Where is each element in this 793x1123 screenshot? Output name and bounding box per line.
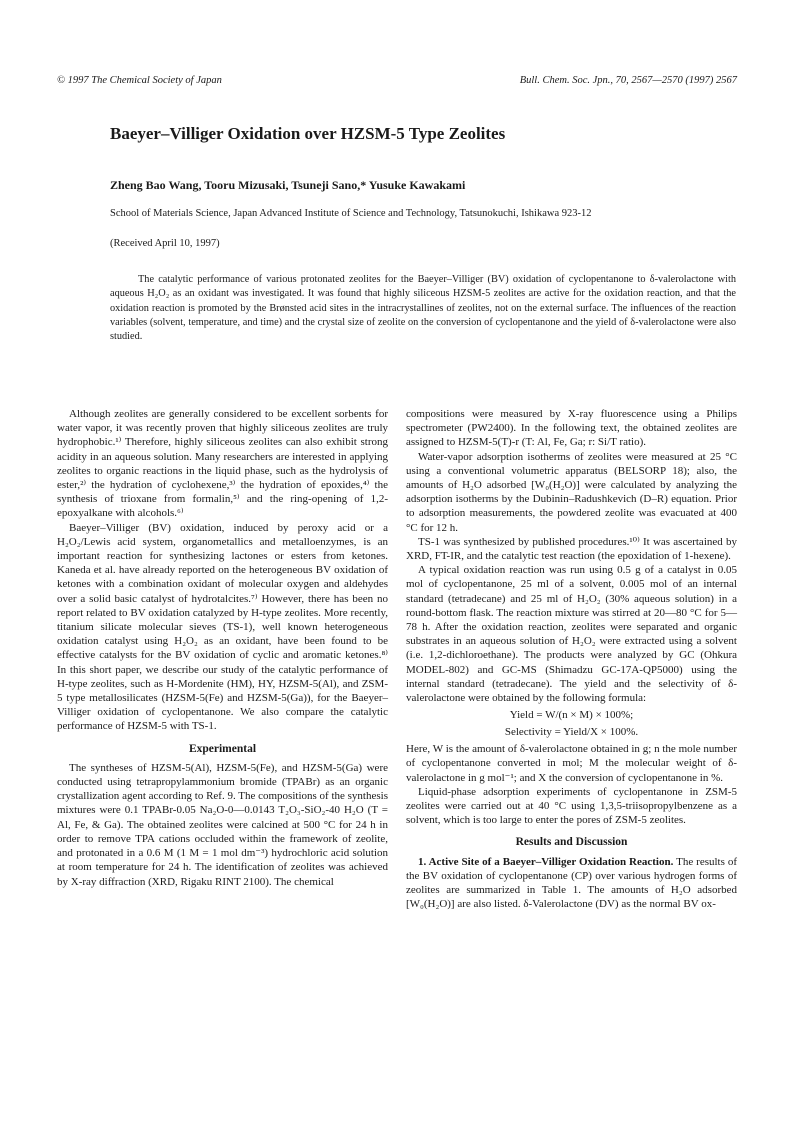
yield-formula: Yield = W/(n × M) × 100%; — [509, 709, 634, 722]
journal-citation: Bull. Chem. Soc. Jpn., 70, 2567—2570 (1997) 2567 — [519, 75, 737, 86]
paper-title: Baeyer–Villiger Oxidation over HZSM-5 Type Zeolites — [110, 124, 506, 143]
copyright-line: © 1997 The Chemical Society of Japan — [57, 75, 222, 86]
experimental-paragraph-6: Liquid-phase adsorption experiments of cyclopentanone in ZSM-5 zeolites were carried out at 40 °C using 1,3,5-triisopropylbenzene as a solvent, which is too large to enter the pores of ZSM-5 zeolites. — [406, 785, 737, 827]
section-heading-experimental: Experimental — [188, 742, 257, 755]
experimental-paragraph-5: A typical oxidation reaction was run using 0.5 g of a catalyst in 0.05 mol of cyclopentanone, 25 ml of a solvent, 0.005 mol of an internal standard (tetradecane) and 25 ml of H₂O₂ (30% aqueous solution) in a round-bottom flask. The reaction mixture was stirred at 20—80 °C for 5—78 h. After the oxidation reaction, zeolites were separated and organic substrates in an aqueous solution of H₂O₂ were extracted using a solvent (i.e. 1,2-dichloroethane). The products were analyzed by GC (Ohkura MODEL-802) and GC-MS (Shimadzu GC-17A-QP5000) using the internal standard (tetradecane). The yield and the selectivity of δ-valerolactone were obtained by the following formula: — [406, 564, 737, 705]
section-heading-results: Results and Discussion — [515, 836, 628, 849]
affiliation: School of Materials Science, Japan Advanced Institute of Science and Technology, Tatsunokuchi, Ishikawa 923-12 — [110, 208, 592, 219]
received-date: (Received April 10, 1997) — [110, 238, 220, 249]
running-header — [57, 75, 737, 89]
left-column — [57, 407, 388, 889]
abstract: The catalytic performance of various protonated zeolites for the Baeyer–Villiger (BV) oxidation of cyclopentanone to δ-valerolactone with aqueous H₂O₂ as an oxidant was investigated. It was found that highly siliceous HZSM-5 zeolites are active for the oxidation reaction, and that the oxidation reaction is promoted by the Brønsted acid sites in the intracrystallines of zeolites, not on the external surface. The influences of the reaction variables (solvent, temperature, and time) and the crystal size of zeolite on the conversion of cyclopentanone and the yield of δ-valerolactone were also studied. — [110, 274, 736, 343]
author-list: Zheng Bao Wang, Tooru Mizusaki, Tsuneji Sano,* Yusuke Kawakami — [110, 178, 466, 192]
right-column — [406, 407, 737, 912]
experimental-paragraph-3: Water-vapor adsorption isotherms of zeolites were measured at 25 °C using a conventional volumetric apparatus (BELSORP 18); also, the amounts of H₂O adsorbed [W₀(H₂O)] were calculated by analyzing the adsorption isotherms by the Dubinin–Radushkevich (D–R) equation. Prior to adsorption measurements, the powdered zeolite was evacuated at 400 °C for 12 h. — [406, 450, 737, 534]
intro-paragraph-1: Although zeolites are generally considered to be excellent sorbents for water vapor, it was recently proven that highly siliceous zeolites are truly hydrophobic.¹⁾ Therefore, highly siliceous zeolites can also exhibit strong acidity in an aqueous solution. Many researchers are interested in applying zeolites to organic reactions in the liquid phase, such as the hydrolysis of ester,²⁾ the hydration of cyclohexene,³⁾ the hydration of epoxides,⁴⁾ the synthesis of trioxane from formalin,⁵⁾ and the ring-opening of 1,2-epoxyalkane with alcohols.⁶⁾ — [57, 408, 388, 520]
selectivity-formula: Selectivity = Yield/X × 100%. — [504, 726, 639, 739]
results-paragraph-1 — [406, 855, 737, 912]
results-paragraph-1-text: The results of the BV oxidation of cyclopentanone (CP) over various hydrogen forms of zeolites are summarized in Table 1. The amounts of H₂O adsorbed [W₀(H₂O)] are also listed. δ-Valerolactone (DV) as the normal BV ox- — [406, 855, 737, 911]
subsection-heading-active-site: 1. Active Site of a Baeyer–Villiger Oxidation Reaction. — [418, 855, 674, 868]
intro-paragraph-2: Baeyer–Villiger (BV) oxidation, induced by peroxy acid or a H₂O₂/Lewis acid system, organometallics and metalloenzymes, is an important reaction for synthesizing lactones or esters from ketones. Kaneda et al. have already reported on the heterogeneous BV oxidation of ketones with a combination oxidant of molecular oxygen and aldehydes over a solid basic catalyst of hydrotalcites.⁷⁾ However, there has been no report related to BV oxidation catalyzed by H-type zeolites. More recently, titanium silicate molecular sieves (TS-1), well known heterogeneous oxidation catalyst using H₂O₂ as an oxidant, have been found to be effective catalysts for the BV oxidation of cyclic and aromatic ketones.⁸⁾ In this short paper, we describe our study of the catalytic performance of H-type zeolites, such as H-Mordenite (HM), HY, HZSM-5(Al), and ZSM-5 type metallosilicates (HZSM-5(Fe) and HZSM-5(Ga)), for the Baeyer–Villiger oxidation of cyclopentanone. We also compare the catalytic performance of HZSM-5 with TS-1. — [57, 521, 388, 733]
experimental-paragraph-2: compositions were measured by X-ray fluorescence using a Philips spectrometer (PW2400). In the following text, the obtained zeolites are assigned to HZSM-5(T)-r (T: Al, Fe, Ga; r: Si/T ratio). — [406, 408, 737, 449]
experimental-paragraph-4: TS-1 was synthesized by published procedures.¹⁰⁾ It was ascertained by XRD, FT-IR, and the catalytic test reaction (the epoxidation of 1-hexene). — [406, 535, 737, 563]
formula-explanation: Here, W is the amount of δ-valerolactone obtained in g; n the mole number of cyclopentanone converted in mol; M the molecular weight of δ-valerolactone in g mol⁻¹; and X the conversion of cyclopentanone in %. — [406, 743, 737, 784]
experimental-paragraph-1: The syntheses of HZSM-5(Al), HZSM-5(Fe), and HZSM-5(Ga) were conducted using tetrapropylammonium bromide (TPABr) as an organic crystallization agent according to Ref. 9. The compositions of the synthesis mixtures were 0.1 TPABr-0.05 Na₂O-0—0.0143 T₂O₃-SiO₂-40 H₂O (T = Al, Fe, & Ga). The obtained zeolites were calcined at 500 °C for 24 h in order to remove TPA cations occluded within the framework of zeolite, and protonated in a 0.6 M (1 M = 1 mol dm⁻³) hydrochloric acid solution at room temperature for 24 h. The identification of zeolites was achieved by X-ray diffraction (XRD, Rigaku RINT 2100). The chemical — [57, 761, 388, 888]
